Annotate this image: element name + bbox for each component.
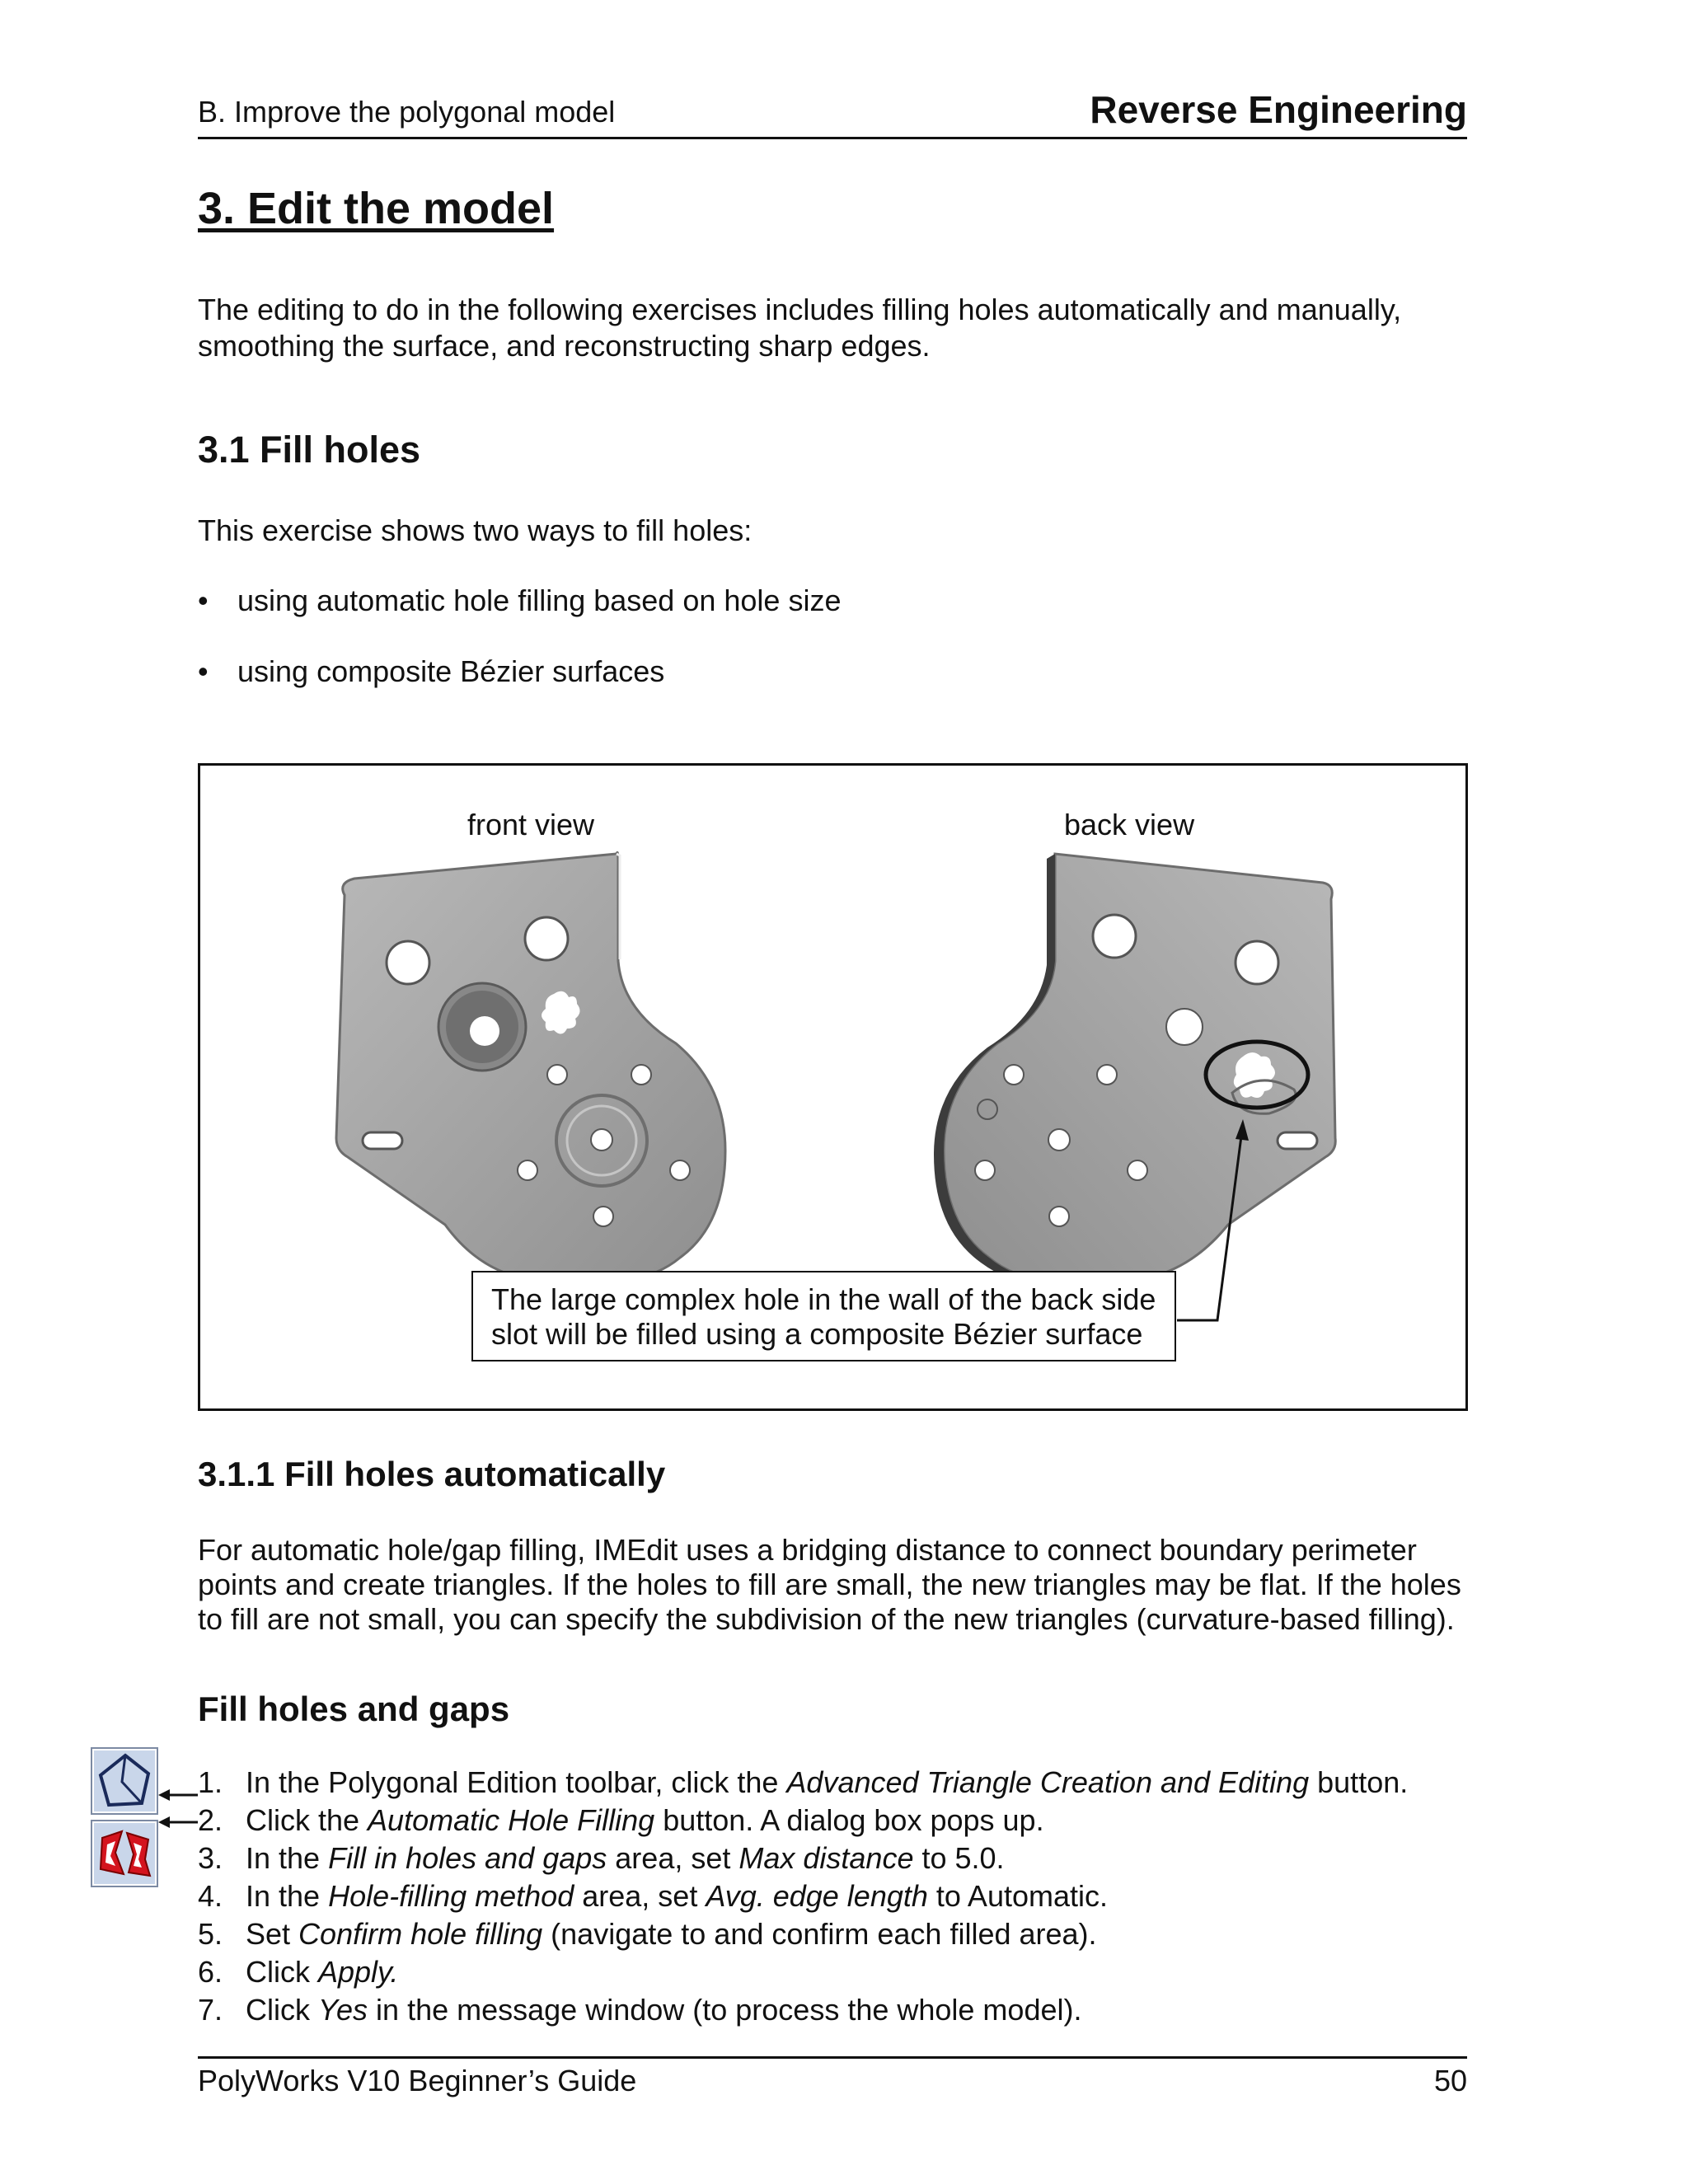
- procedure-step: [198, 1802, 1408, 1840]
- back-view-part: [934, 854, 1335, 1286]
- intro-paragraph: [198, 292, 1401, 364]
- step-text-part: In the Polygonal Edition toolbar, click the: [246, 1765, 787, 1799]
- step-text: [246, 1802, 1044, 1840]
- bullet-glyph: •: [198, 583, 209, 617]
- bullet-text: using composite Bézier surfaces: [237, 654, 665, 688]
- back-view-label: back view: [1064, 808, 1195, 841]
- step-text-part: Click the: [246, 1803, 368, 1837]
- step-text-part: in the message window (to process the whole model).: [368, 1993, 1082, 2027]
- step-ui-term: Fill in holes and gaps: [328, 1841, 607, 1875]
- step-number: 4.: [198, 1879, 223, 1913]
- step-text: [246, 1991, 1081, 2029]
- procedure-step: [198, 1991, 1408, 2029]
- bullet-item: [198, 583, 841, 618]
- step-text-part: area, set: [607, 1841, 739, 1875]
- step-ui-term: Confirm hole filling: [298, 1917, 543, 1951]
- step-number: 3.: [198, 1841, 223, 1875]
- header-rule: [198, 137, 1467, 139]
- step-ui-term: Automatic Hole Filling: [368, 1803, 655, 1837]
- procedure-step: [198, 1877, 1408, 1915]
- page-title: 3. Edit the model: [198, 184, 555, 233]
- step-text-part: Click: [246, 1955, 318, 1989]
- callout-line: The large complex hole in the wall of the back side: [491, 1282, 1156, 1316]
- step-text-part: Click: [246, 1993, 318, 2027]
- procedure-step: [198, 1953, 1408, 1991]
- step-text: [246, 1877, 1108, 1915]
- step-ui-term: Advanced Triangle Creation and Editing: [786, 1765, 1310, 1799]
- step-ui-term: Avg. edge length: [706, 1879, 928, 1913]
- front-view-part: [336, 852, 725, 1281]
- section-heading-3-1: 3.1 Fill holes: [198, 429, 421, 471]
- advanced-triangle-icon[interactable]: [91, 1747, 158, 1815]
- step-number: 1.: [198, 1765, 223, 1799]
- procedure-heading: Fill holes and gaps: [198, 1690, 510, 1728]
- section-heading-3-1-1: 3.1.1 Fill holes automatically: [198, 1455, 666, 1493]
- step-text-part: Set: [246, 1917, 299, 1951]
- step-text-part: button. A dialog box pops up.: [654, 1803, 1044, 1837]
- body-line: points and create triangles. If the holes to fill are small, the new triangles may be flat. If the holes: [198, 1568, 1461, 1601]
- step-text-part: In the: [246, 1879, 329, 1913]
- front-view-label: front view: [467, 808, 595, 841]
- header-brand: Reverse Engineering: [1090, 88, 1467, 131]
- step-ui-term: Hole-filling method: [328, 1879, 574, 1913]
- step-text: [246, 1915, 1097, 1953]
- step-text: [246, 1840, 1005, 1877]
- step-text-part: In the: [246, 1841, 329, 1875]
- page-number: 50: [1433, 2064, 1467, 2097]
- step-text-part: (navigate to and confirm each filled area).: [542, 1917, 1097, 1951]
- automatic-hole-filling-icon[interactable]: [91, 1820, 158, 1887]
- section-lead: This exercise shows two ways to fill holes:: [198, 513, 753, 547]
- procedure-step: [198, 1840, 1408, 1877]
- body-line: For automatic hole/gap filling, IMEdit uses a bridging distance to connect boundary perimeter: [198, 1533, 1417, 1567]
- step-number: 2.: [198, 1803, 223, 1837]
- step-text-part: to 5.0.: [913, 1841, 1005, 1875]
- step-ui-term: Max distance: [738, 1841, 914, 1875]
- bullet-text: using automatic hole filling based on hole size: [237, 583, 842, 617]
- step-number: 5.: [198, 1917, 223, 1951]
- step-number: 6.: [198, 1955, 223, 1989]
- step-text: [246, 1953, 398, 1991]
- step-text-part: area, set: [574, 1879, 706, 1913]
- step-ui-term: Apply.: [318, 1955, 399, 1989]
- footer-guide-title: PolyWorks V10 Beginner’s Guide: [198, 2064, 637, 2097]
- procedure-step: [198, 1764, 1408, 1802]
- step-ui-term: Yes: [318, 1993, 368, 2027]
- intro-line: smoothing the surface, and reconstructing sharp edges.: [198, 329, 931, 363]
- footer-rule: [198, 2056, 1467, 2059]
- procedure-steps: [198, 1764, 1408, 2029]
- figure-callout: [471, 1271, 1176, 1361]
- bullet-item: [198, 654, 664, 689]
- step-text-part: to Automatic.: [927, 1879, 1108, 1913]
- bullet-glyph: •: [198, 654, 209, 688]
- step-number: 7.: [198, 1993, 223, 2027]
- section-body: [198, 1533, 1461, 1637]
- step-text-part: button.: [1309, 1765, 1409, 1799]
- icon-pointer-arrows: [157, 1780, 199, 1838]
- header-section-title: B. Improve the polygonal model: [198, 95, 616, 129]
- callout-line: slot will be filled using a composite Bézier surface: [491, 1317, 1143, 1351]
- procedure-step: [198, 1915, 1408, 1953]
- intro-line: The editing to do in the following exercises includes filling holes automatically and manually,: [198, 293, 1402, 326]
- body-line: to fill are not small, you can specify the subdivision of the new triangles (curvature-based filling).: [198, 1602, 1455, 1636]
- step-text: [246, 1764, 1408, 1802]
